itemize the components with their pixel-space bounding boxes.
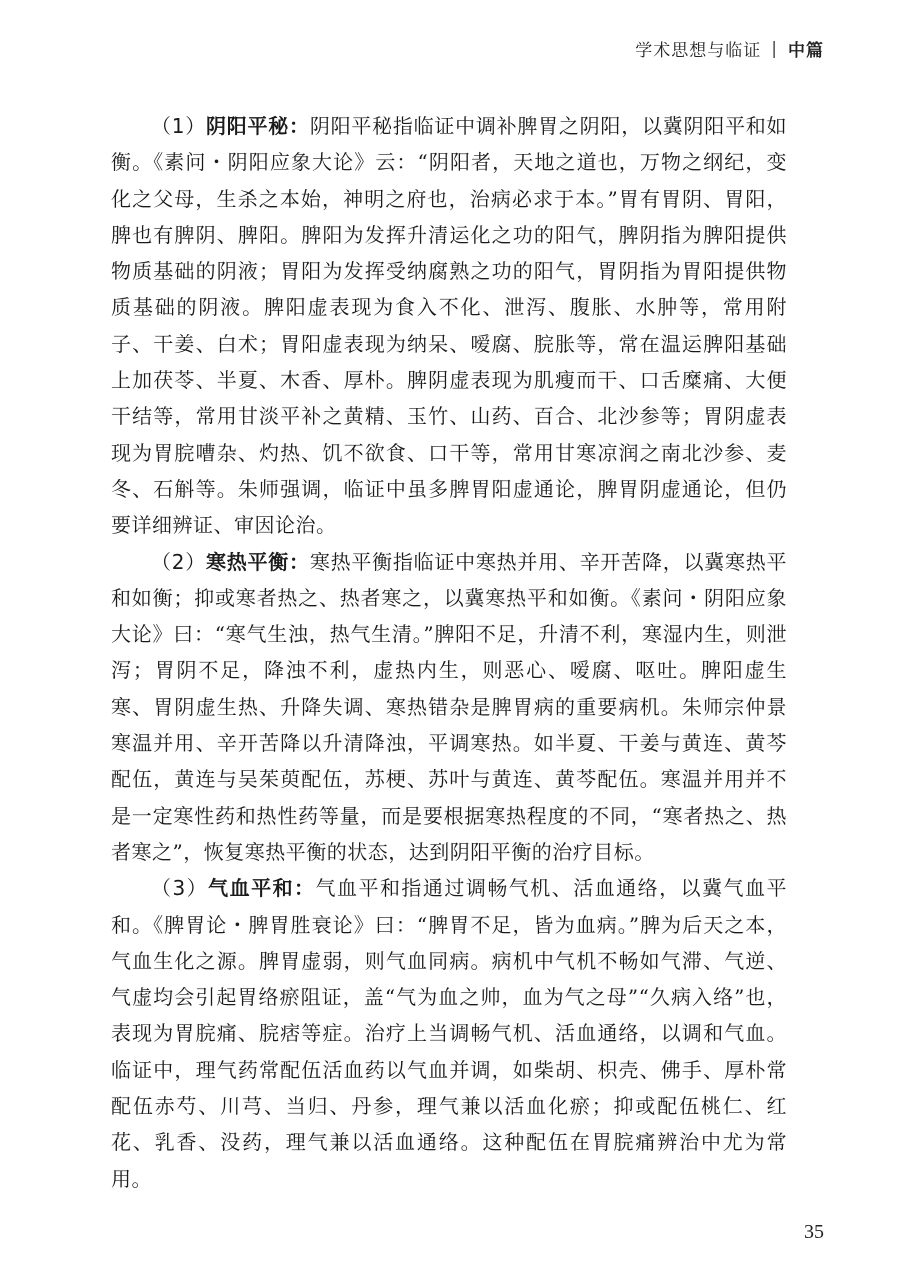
paragraph-heading: 寒热平衡： [206, 549, 310, 574]
paragraph-text: 阴阳平秘指临证中调补脾胃之阴阳，以冀阴阳平和如衡。《素问・阴阳应象大论》云：“阴阳者，天地之道也，万物之纲纪，变化之父母，生杀之本始，神明之府也，治病必求于本。”胃有胃阴、胃阳，脾也有脾阴、脾阳。脾阳为发挥升清运化之功的阳气，脾阴指为脾阳提供物质基础的阴液；胃阳为发挥受纳腐熟之功的阳气，胃阴指为胃阳提供物质基础的阴液。脾阳虚表现为食入不化、泄泻、腹胀、水肿等，常用附子、干姜、白术；胃阳虚表现为纳呆、嗳腐、脘胀等，常在温运脾阳基础上加茯苓、半夏、木香、厚朴。脾阴虚表现为肌瘦而干、口舌糜痛、大便干结等，常用甘淡平补之黄精、玉竹、山药、百合、北沙参等；胃阴虚表现为胃脘嘈杂、灼热、饥不欲食、口干等，常用甘寒凉润之南北沙参、麦冬、石斛等。朱师强调，临证中虽多脾胃阳虚通论，脾胃阴虚通论，但仍要详细辨证、审因论治。 [111, 114, 788, 538]
body-text [111, 108, 787, 1197]
paragraph-heading: 气血平和： [208, 876, 316, 901]
paragraph-hanre [111, 544, 787, 871]
page-number: 35 [804, 1221, 824, 1243]
running-header [635, 36, 824, 61]
header-part-label: 中篇 [788, 41, 824, 61]
paragraph-number: （2） [151, 549, 207, 574]
paragraph-heading: 阴阳平秘： [206, 114, 310, 138]
header-section-title: 学术思想与临证 [635, 41, 762, 61]
header-separator: | [771, 38, 778, 59]
paragraph-qixue [111, 870, 787, 1197]
paragraph-number: （3） [151, 876, 209, 901]
paragraph-yinyang [111, 108, 787, 544]
paragraph-text: 寒热平衡指临证中寒热并用、辛开苦降，以冀寒热平和如衡；抑或寒者热之、热者寒之，以冀寒热平和如衡。《素问・阴阳应象大论》曰：“寒气生浊，热气生清。”脾阳不足，升清不利，寒湿内生，则泄泻；胃阴不足，降浊不利，虚热内生，则恶心、嗳腐、呕吐。脾阳虚生寒、胃阴虚生热、升降失调、寒热错杂是脾胃病的重要病机。朱师宗仲景寒温并用、辛开苦降以升清降浊，平调寒热。如半夏、干姜与黄连、黄芩配伍，黄连与吴茱萸配伍，苏梗、苏叶与黄连、黄芩配伍。寒温并用并不是一定寒性药和热性药等量，而是要根据寒热程度的不同，“寒者热之、热者寒之”，恢复寒热平衡的状态，达到阴阳平衡的治疗目标。 [111, 549, 788, 864]
paragraph-text: 气血平和指通过调畅气机、活血通络，以冀气血平和。《脾胃论・脾胃胜衰论》曰：“脾胃不足，皆为血病。”脾为后天之本，气血生化之源。脾胃虚弱，则气血同病。病机中气机不畅如气滞、气逆、气虚均会引起胃络瘀阻证，盖“气为血之帅，血为气之母”“久病入络”也，表现为胃脘痛、脘痞等症。治疗上当调畅气机、活血通络，以调和气血。临证中，理气药常配伍活血药以气血并调，如柴胡、枳壳、佛手、厚朴常配伍赤芍、川芎、当归、丹参，理气兼以活血化瘀；抑或配伍桃仁、红花、乳香、没药，理气兼以活血通络。这种配伍在胃脘痛辨治中尤为常用。 [111, 876, 787, 1191]
paragraph-number: （1） [151, 114, 207, 138]
